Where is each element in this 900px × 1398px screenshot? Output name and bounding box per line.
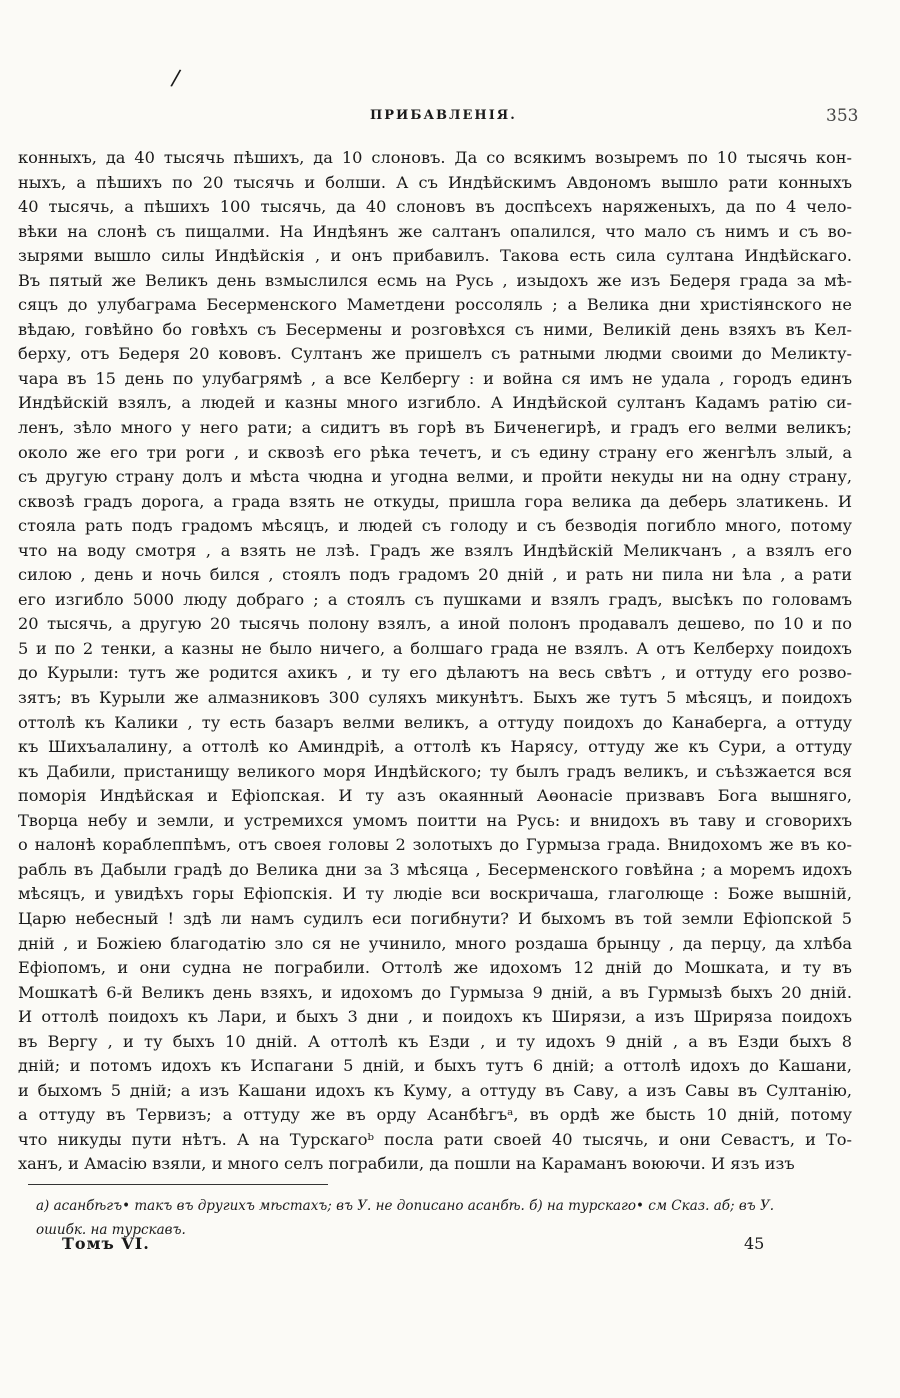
volume-label: Томъ VI. [62,1234,150,1253]
text-line: Царю небесный ! здѣ ли намъ судилъ еси погибнути? И быхомъ въ той земли Ефіопской 5 [18,908,852,928]
text-line: съ другую страну долъ и мѣста чюдна и угодна велми, и пройти некуды ни на одну страну, [18,467,852,487]
text-line: 40 тысячь, а пѣшихъ 100 тысячь, да 40 слоновъ въ доспѣсехъ наряженыхъ, да по 4 чело- [18,197,852,217]
text-line: а оттуду въ Тервизъ; а оттуду же въ орду Асанбѣгъᵃ, въ ордѣ же бысть 10 дній, потому [18,1105,852,1125]
text-line: что на воду смотря , а взять не лзѣ. Градъ же взялъ Индѣйскій Меликчанъ , а взялъ его [18,540,852,560]
running-head: ПРИБАВЛЕНІЯ. [370,108,517,123]
text-line: сквозѣ градъ дорога, а града взять не откуды, пришла гора велика да деберь златикень. И [18,491,852,511]
signature-number: 45 [744,1234,765,1253]
text-line: ханъ, и Амасію взяли, и много селъ пограбили, да пошли на Караманъ воюючи. И язъ изъ [18,1154,795,1174]
text-line: И оттолѣ поидохъ къ Лари, и быхъ 3 дни , и поидохъ къ Ширязи, а изъ Шриряза поидохъ [18,1007,852,1027]
text-line: чара въ 15 день по улубагрямѣ , а все Келбергу : и война ся имъ не удала , городъ единъ [18,368,852,388]
text-line: силою , день и ночь бился , стоялъ подъ градомъ 20 дній , и рать ни пила ни ѣла , а рати [18,565,852,585]
text-line: рабль въ Дабыли градѣ до Велика дни за 3 мѣсяца , Бесерменского говѣйна ; а моремъ идохъ [18,859,852,879]
text-line: сяцъ до улубаграма Бесерменского Маметдени россоляль ; а Велика дни христіянского не [18,295,852,315]
page-header [0,104,900,134]
text-line: зырями вышло силы Индѣйскія , и онъ прибавилъ. Такова есть сила султана Индѣйскаго. [18,246,852,266]
footnote-line: а) асанбѣгъ• такъ въ другихъ мѣстахъ; въ У. не дописано асанбѣ. б) на турскаго• см Сказ. аб; въ У. [36,1198,775,1214]
text-line: Мошкатѣ 6-й Великъ день взяхъ, и идохомъ до Гурмыза 9 дній, а въ Гурмызѣ быхъ 20 дній. [18,982,852,1002]
text-line: зятъ; въ Курыли же алмазниковъ 300 суляхъ микунѣтъ. Быхъ же тутъ 5 мѣсяцъ, и поидохъ [18,688,852,708]
text-line: и быхомъ 5 дній; а изъ Кашани идохъ къ Куму, а оттуду въ Саву, а изъ Савы въ Султанію, [18,1080,852,1100]
text-line: вѣки на слонѣ съ пищалми. На Индѣянъ же салтанъ опалился, что мало съ нимъ и съ во- [18,221,852,241]
pencil-mark: / [169,65,182,92]
text-line: Индѣйскій взялъ, а людей и казны много изгибло. А Индѣйской султанъ Кадамъ ратію си- [18,393,852,413]
text-line: берху, отъ Бедеря 20 кововъ. Султанъ же пришелъ съ ратными людми своими до Меликту- [18,344,852,364]
text-line: дній; и потомъ идохъ къ Испагани 5 дній, и быхъ тутъ 6 дній; а оттолѣ идохъ до Кашани, [18,1056,852,1076]
text-line: 5 и по 2 тенки, а казны не было ничего, а болшаго града не взялъ. А отъ Келберху поидохъ [18,638,852,658]
text-line: ныхъ, а пѣшихъ по 20 тысячь и болши. А съ Индѣйскимъ Авдономъ вышло рати конныхъ [18,172,852,192]
text-line: его изгибло 5000 люду добраго ; а стоялъ съ пушками и взялъ градъ, высѣкъ по головамъ [18,589,852,609]
text-line: оттолѣ къ Калики , ту есть базаръ велми великъ, а оттуду поидохъ до Канаберга, а оттуду [18,712,852,732]
text-line: до Курыли: тутъ же родится ахикъ , и ту его дѣлаютъ на весь свѣтъ , и оттуду его розво- [18,663,852,683]
text-line: ленъ, зѣло много у него рати; а сидитъ въ горѣ въ Биченегирѣ, и градъ его велми великъ; [18,418,852,438]
text-line: конныхъ, да 40 тысячь пѣшихъ, да 10 слоновъ. Да со всякимъ возыремъ по 10 тысячь кон- [18,148,852,167]
footnote-rule [28,1184,328,1185]
page-footer [0,1232,900,1262]
main-text [18,146,852,1177]
text-line: Въ пятый же Великъ день взмыслился есмь на Русь , изыдохъ же изъ Бедеря града за мѣ- [18,270,852,290]
text-line: 20 тысячь, а другую 20 тысячь полону взялъ, а иной полонъ продавалъ дешево, по 10 и по [18,614,852,634]
text-line: что никуды пути нѣтъ. А на Турскагоᵇ посла рати своей 40 тысячь, и они Севастъ, и То- [18,1129,852,1149]
text-line: въ Вергу , и ту быхъ 10 дній. А оттолѣ къ Езди , и ту идохъ 9 дній , а въ Езди быхъ 8 [18,1031,852,1051]
text-line: поморія Индѣйская и Ефіопская. И ту азъ окаянный Аөонасіе призвавъ Бога вышняго, [18,786,852,806]
text-line: около же его три роги , и сквозѣ его рѣка течетъ, и съ едину страну его женгѣлъ злый, а [18,442,852,462]
text-line: стояла рать подъ градомъ мѣсяцъ, и людей съ голоду и съ безводія погибло много, потому [18,516,852,536]
text-line: Ефіопомъ, и они судна не пограбили. Оттолѣ же идохомъ 12 дній до Мошката, и ту въ [18,958,852,978]
text-line: къ Шихъалалину, а оттолѣ ко Аминдріѣ, а оттолѣ къ Нарясу, оттуду же къ Сури, а оттуду [18,737,852,757]
page-number: 353 [826,106,859,126]
text-line: вѣдаю, говѣйно бо говѣхъ съ Бесермены и розговѣхся съ ними, Великій день взяхъ въ Кел- [18,319,852,339]
text-line: мѣсяцъ, и увидѣхъ горы Ефіопскія. И ту людіе вси воскричаша, глаголюще : Боже вышній, [18,884,852,904]
text-line: дній , и Божіею благодатію зло ся не учинило, много роздаша брынцу , да перцу, да хлѣба [18,933,852,953]
footnote-line: ошибк. на турскавъ. [36,1222,186,1238]
text-line: Творца небу и земли, и устремихся умомъ поитти на Русь: и внидохъ въ таву и сговорихъ [18,810,852,830]
text-line: о налонѣ кораблеппѣмъ, отъ своея головы 2 золотыхъ до Гурмыза града. Внидохомъ же въ ко- [18,835,852,855]
text-line: къ Дабили, пристанищу великого моря Индѣйского; ту былъ градъ великъ, и съѣзжается вся [18,761,852,781]
